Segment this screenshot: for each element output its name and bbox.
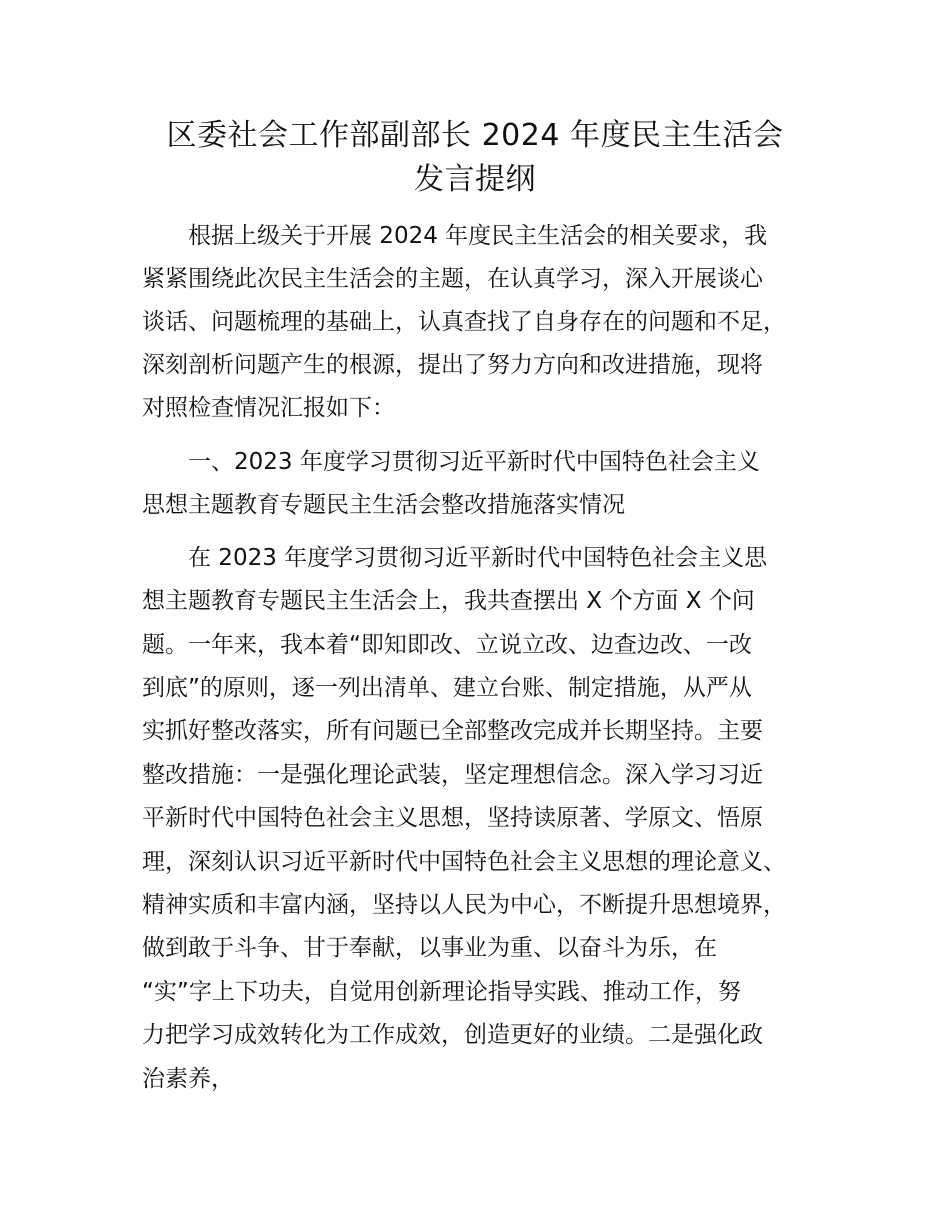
paragraph-line: 根据上级关于开展 2024 年度民主生活会的相关要求，我 — [188, 223, 768, 249]
paragraph-line: 到底”的原则，逐一列出清单、建立台账、制定措施，从严从 — [142, 675, 752, 701]
paragraph-line: 在 2023 年度学习贯彻习近平新时代中国特色社会主义思 — [188, 545, 768, 571]
paragraph-line: 治素养， — [142, 1066, 234, 1092]
paragraph-line: 整改措施：一是强化理论武装，坚定理想信念。深入学习习近 — [142, 762, 763, 788]
paragraph-line: 一、2023 年度学习贯彻习近平新时代中国特色社会主义 — [188, 449, 760, 475]
document-title-line-1: 区委社会工作部副部长 2024 年度民主生活会 — [166, 118, 784, 153]
paragraph-line: 思想主题教育专题民主生活会整改措施落实情况 — [142, 492, 625, 518]
paragraph-line: 力把学习成效转化为工作成效，创造更好的业绩。二是强化政 — [142, 1022, 763, 1048]
paragraph-line: 做到敢于斗争、甘于奉献，以事业为重、以奋斗为乐，在 — [142, 935, 717, 961]
paragraph-line: 实抓好整改落实，所有问题已全部整改完成并长期坚持。主要 — [142, 718, 763, 744]
paragraph-line: 平新时代中国特色社会主义思想，坚持读原著、学原文、悟原 — [142, 805, 763, 831]
paragraph-line: 紧紧围绕此次民主生活会的主题，在认真学习，深入开展谈心 — [142, 266, 763, 292]
paragraph-line: 想主题教育专题民主生活会上，我共查摆出 X 个方面 X 个问 — [142, 588, 755, 614]
paragraph-line: 理，深刻认识习近平新时代中国特色社会主义思想的理论意义、 — [142, 849, 786, 875]
paragraph-line: 深刻剖析问题产生的根源，提出了努力方向和改进措施，现将 — [142, 352, 763, 378]
paragraph-line: 精神实质和丰富内涵，坚持以人民为中心，不断提升思想境界， — [142, 892, 786, 918]
paragraph-line: 对照检查情况汇报如下： — [142, 395, 395, 421]
document-title-line-2: 发言提纲 — [414, 162, 536, 197]
paragraph-line: 题。一年来，我本着“即知即改、立说立改、边查边改、一改 — [142, 632, 752, 658]
paragraph-line: 谈话、问题梳理的基础上，认真查找了自身存在的问题和不足， — [142, 309, 786, 335]
paragraph-line: “实”字上下功夫，自觉用创新理论指导实践、推动工作，努 — [142, 979, 741, 1005]
